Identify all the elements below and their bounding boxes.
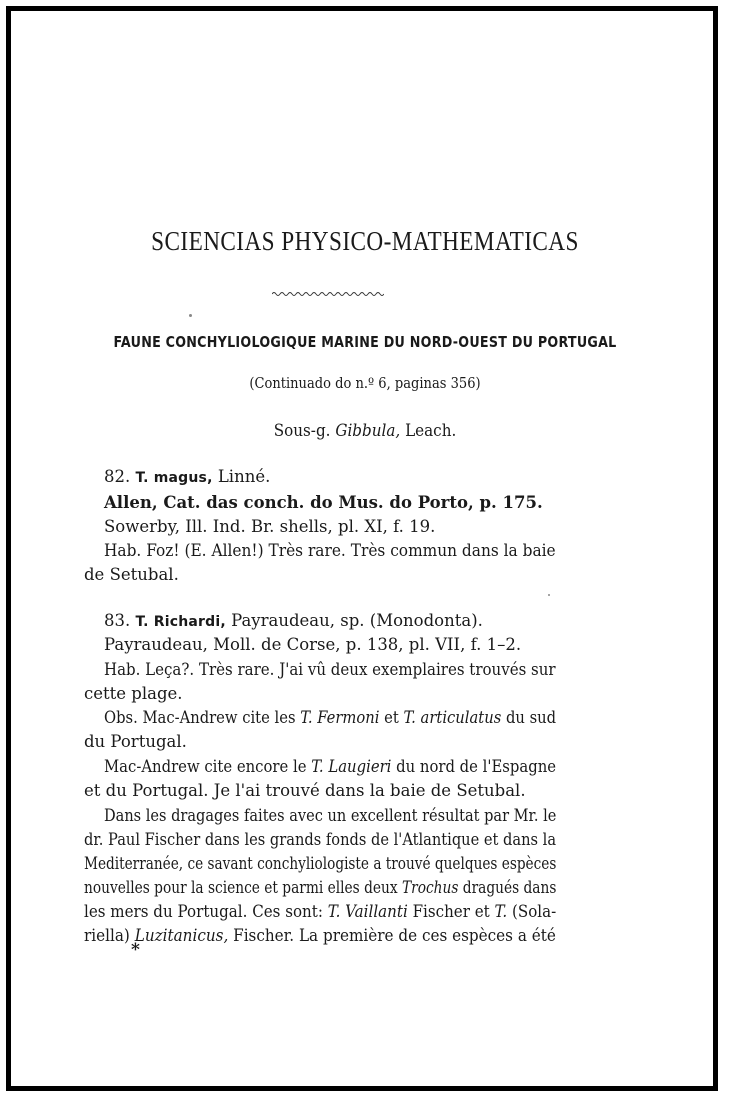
section-title: SCIENCIAS PHYSICO-MATHEMATICAS — [151, 226, 579, 256]
species-name: T. magus, — [135, 470, 213, 486]
subgenus-prefix: Sous-g. — [273, 421, 336, 440]
entry-83-heading — [104, 610, 556, 633]
entry-83-habitat: Hab. Leça?. Très rare. J'ai vû deux exemplaires trouvés sur — [104, 660, 556, 679]
text-run: les mers du Portugal. Ces sont: — [84, 902, 328, 921]
scan-speck — [548, 594, 550, 596]
text-run: (Sola- — [507, 902, 557, 921]
species-italic: T. articulatus — [403, 708, 502, 727]
genus-italic: Trochus — [401, 878, 459, 897]
macandrew-line — [104, 756, 557, 778]
species-italic: T. Vaillanti — [327, 902, 408, 921]
entry-82-habitat: Hab. Foz! (E. Allen!) Très rare. Très commun dans la baie — [104, 541, 556, 560]
entry-number: 83. — [104, 611, 136, 630]
dragages-line — [84, 877, 557, 899]
subgenus-author: Leach. — [400, 421, 457, 440]
dragages-line — [84, 925, 556, 947]
entry-83-habitat-cont: cette plage. — [84, 684, 183, 703]
entry-82-habitat-cont: de Setubal. — [84, 565, 179, 584]
obs-line — [104, 707, 557, 729]
text-run: Fischer. La première de ces espèces a été — [228, 926, 556, 945]
species-author: Linné. — [212, 467, 271, 486]
dragages-line — [84, 901, 557, 923]
obs-line-cont: du Portugal. — [84, 732, 187, 751]
text-run: Mac-Andrew cite encore le — [104, 757, 312, 776]
macandrew-line-cont: et du Portugal. Je l'ai trouvé dans la baie de Setubal. — [84, 781, 526, 800]
dragages-line: Dans les dragages faites avec un excellent résultat par Mr. le — [104, 806, 557, 825]
entry-83-reference: Payraudeau, Moll. de Corse, p. 138, pl. VII, f. 1–2. — [104, 635, 522, 654]
subgenus-name: Gibbula, — [335, 421, 401, 440]
article-title: FAUNE CONCHYLIOLOGIQUE MARINE DU NORD-OUEST DU PORTUGAL — [113, 333, 617, 351]
dragages-line: Mediterranée, ce savant conchyliologiste a trouvé quelques espèces — [84, 854, 557, 873]
species-italic: T. Laugieri — [311, 757, 392, 776]
text-run: du sud — [501, 708, 557, 727]
text-run: Obs. Mac-Andrew cite les — [104, 708, 301, 727]
text-run: et — [379, 708, 404, 727]
text-run: nouvelles pour la science et parmi elles deux — [84, 878, 402, 897]
subgenus-heading — [29, 421, 701, 440]
entry-82-heading — [104, 466, 556, 489]
species-name: T. Richardi, — [135, 614, 226, 630]
scan-speck — [189, 314, 192, 317]
species-italic: T. — [494, 902, 508, 921]
entry-number: 82. — [104, 467, 136, 486]
dragages-line: dr. Paul Fischer dans les grands fonds de l'Atlantique et dans la — [84, 830, 557, 849]
species-italic: T. Fermoni — [300, 708, 380, 727]
wavy-divider — [272, 290, 384, 298]
species-italic: Luzitanicus, — [134, 926, 229, 945]
entry-82-reference: Sowerby, Ill. Ind. Br. shells, pl. XI, f. 19. — [104, 517, 436, 536]
signature-mark: * — [131, 940, 140, 960]
text-run: riella) — [84, 926, 135, 945]
text-run: Fischer et — [407, 902, 495, 921]
entry-82-reference: Allen, Cat. das conch. do Mus. do Porto, p. 175. — [104, 493, 543, 512]
text-run: du nord de l'Espagne — [391, 757, 557, 776]
continuation-note: (Continuado do n.º 6, paginas 356) — [249, 376, 481, 392]
species-author: Payraudeau, sp. (Monodonta). — [225, 611, 483, 630]
text-run: dragués dans — [458, 878, 557, 897]
